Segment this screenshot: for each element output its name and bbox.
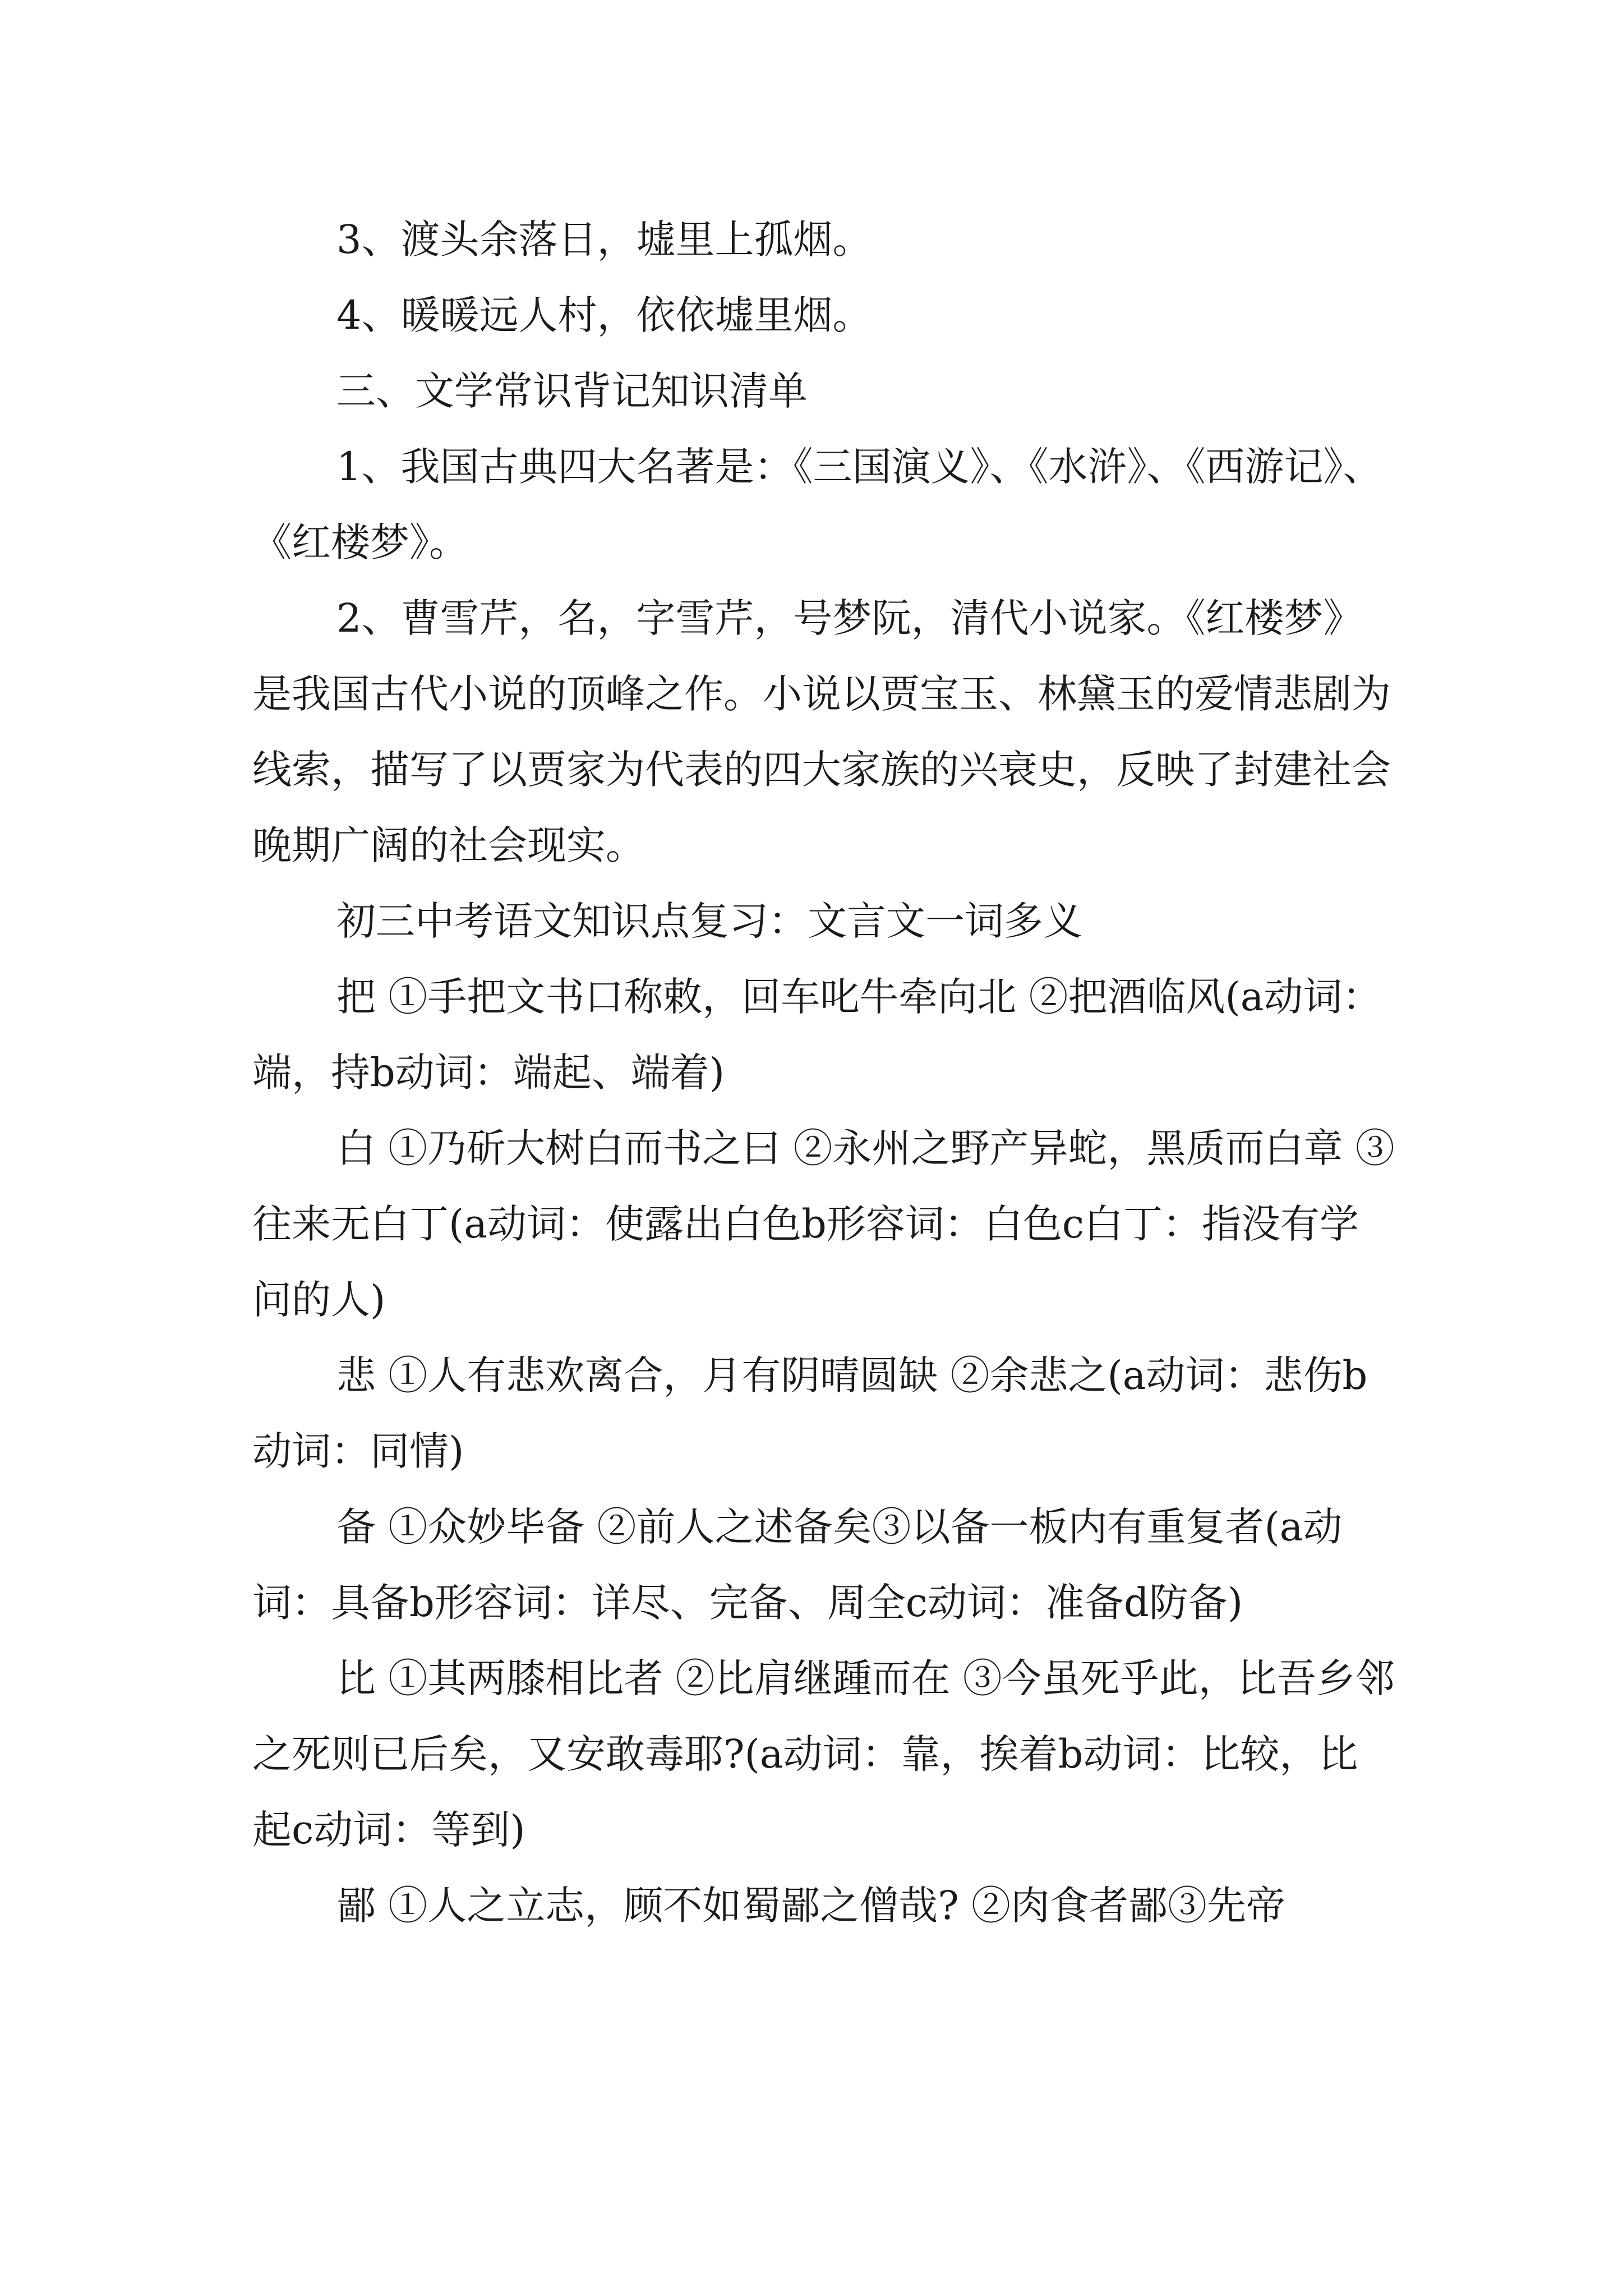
paragraph-5: 2、曹雪芹，名，字雪芹，号梦阮，清代小说家。《红楼梦》是我国古代小说的顶峰之作。小说以贾宝玉、林黛玉的爱情悲剧为线索，描写了以贾家为代表的四大家族的兴衰史，反映了封建社会晚期广阔的社会现实。 — [252, 595, 1391, 868]
section-heading: 三、文学常识背记知识清单 — [336, 368, 808, 414]
entry-bei-prepare: 备 ①众妙毕备 ②前人之述备矣③以备一板内有重复者(a动词：具备b形容词：详尽、完备、周全c动词：准备d防备) — [252, 1504, 1343, 1626]
document-body — [252, 202, 1396, 1944]
entry-bi-compare: 比 ①其两膝相比者 ②比肩继踵而在 ③今虽死乎此，比吾乡邻之死则已后矣，又安敢毒耶?(a动词：靠，挨着b动词：比较，比起c动词：等到) — [252, 1655, 1395, 1853]
paragraph-2: 4、暖暖远人村，依依墟里烟。 — [336, 292, 872, 338]
entry-bai: 白 ①乃斫大树白而书之曰 ②永州之野产异蛇，黑质而白章 ③往来无白丁(a动词：使露出白色b形容词：白色c白丁：指没有学问的人) — [252, 1125, 1395, 1323]
paragraph-4: 1、我国古典四大名著是：《三国演义》、《水浒》、《西游记》、《红楼梦》。 — [252, 444, 1382, 565]
entry-ba: 把 ①手把文书口称敕，回车叱牛牵向北 ②把酒临风(a动词：端，持b动词：端起、端着) — [252, 974, 1382, 1096]
entry-bei-sad: 悲 ①人有悲欢离合，月有阴晴圆缺 ②余悲之(a动词：悲伤b动词：同情) — [252, 1352, 1368, 1474]
paragraph-1: 3、渡头余落日，墟里上孤烟。 — [336, 217, 872, 263]
subsection-heading: 初三中考语文知识点复习：文言文一词多义 — [336, 898, 1082, 944]
entry-bi-humble: 鄙 ①人之立志，顾不如蜀鄙之僧哉? ②肉食者鄙③先帝 — [336, 1883, 1286, 1929]
